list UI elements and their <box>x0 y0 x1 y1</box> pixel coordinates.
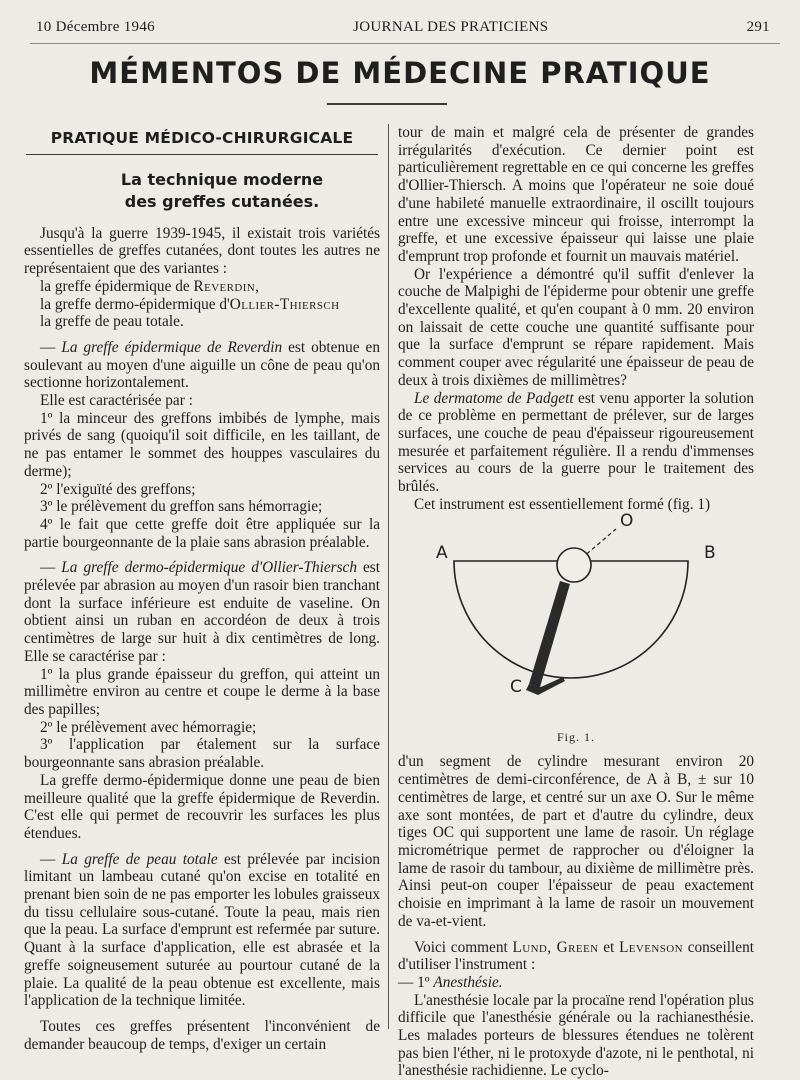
spacer <box>24 331 380 339</box>
dermatome-paragraph <box>398 390 754 496</box>
reverdin-paragraph <box>24 339 380 392</box>
voici-text-end: conseillent d'utiliser l'instrument : <box>398 938 754 974</box>
ollier-body: est prélevée par abrasion au moyen d'un rasoir bien tranchant dont la surface inférieure est enduite de vaseline. On obtient ainsi un ruban en accordéon de deux à trois centimètres de large sur huit à dix centimètres de long. Elle se caractérise par : <box>24 559 380 665</box>
spacer <box>398 931 754 939</box>
column-divider <box>388 124 389 1029</box>
anesthesia-title: Anesthésie. <box>433 973 503 991</box>
author-name: Ollier-Thiersch <box>229 295 340 313</box>
left-column <box>24 124 380 1053</box>
main-title: MÉMENTOS DE MÉDECINE PRATIQUE <box>89 56 711 90</box>
reverdin-char-intro: Elle est caractérisée par : <box>40 392 193 410</box>
author-name: Levenson <box>619 938 683 956</box>
article-title-line2: des greffes cutanées. <box>124 191 320 211</box>
section-rule <box>26 154 378 155</box>
title-rule <box>327 103 447 105</box>
experience-paragraph: Or l'expérience a démontré qu'il suffit d'enlever la couche de Malpighi de l'épiderme pour obtenir une greffe d'excellente qualité, et qu'en coupant à 0 mm. 20 environ on laissait de cette couche une quantité suffisante pour que la surface d'emprunt se répare rapidement. Mais comment couper avec régularité une épaisseur de peau de deux à trois dixièmes de millimètres? <box>398 265 754 389</box>
dermatome-heading: Le dermatome de Padgett <box>414 389 574 407</box>
spacer <box>24 1010 380 1018</box>
voici-text: Voici comment <box>414 938 513 956</box>
article-title-line1: La technique moderne <box>120 169 324 189</box>
axis-o <box>557 548 591 582</box>
ollier-heading: La greffe dermo-épidermique d'Ollier-Thiersch <box>61 559 357 577</box>
label-b: B <box>704 543 716 564</box>
continuation-paragraph: tour de main et malgré cela de présenter de grandes irrégularités d'exécution. Ce dernier point est particulièrement regrettable en ce qui concerne les greffes d'Ollier-Thiersch. A moins que l'opérateur ne soie doué d'une habileté manuelle extraordinaire, il oscillt toujours entre une excessive minceur qui froisse, interrompt la greffe, et une excessive épaisseur qui laisse une plaie d'emprunt trop profonde et fournit un mauvais matériel. <box>398 124 754 265</box>
dash: — <box>40 850 62 868</box>
variant-reverdin <box>24 278 380 296</box>
reverdin-char-3: 3º le prélèvement du greffon sans hémorragie; <box>40 498 323 516</box>
segment-paragraph: d'un segment de cylindre mesurant environ 20 centimètres de demi-circonférence, de A à B, ± sur 10 centimètres de large, et centré sur un axe O. Sur le même axe sont montées, de part et d'autre du cylindre, deux tiges OC qui supportent une lame de rasoir. Un réglage micrométrique permet de rapprocher ou d'éloigner la lame de rasoir du tambour, au dixième de millimètre près. Ainsi peut-on couper l'épaisseur de peau exactement choisie en imprimant à la lame de rasoir un mouvement de va-et-vient. <box>398 753 754 930</box>
dermatome-diagram <box>398 519 754 749</box>
totale-heading: La greffe de peau totale <box>61 850 218 868</box>
page-number: 291 <box>746 18 770 35</box>
anesthesia-paragraph: L'anesthésie locale par la procaïne rend l'opération plus difficile que l'anesthésie générale ou la rachianesthésie. Les malades porteurs de blessures étendues ne tolèrent pas bien l'éther, ni le protoxyde d'azote, ni le penthotal, ni l'anesthésie rachidienne. Le cyclo- <box>398 991 754 1080</box>
author-names: Lund, Green <box>512 938 599 956</box>
ollier-paragraph <box>24 559 380 665</box>
journal-name: JOURNAL DES PRATICIENS <box>353 18 549 35</box>
blade-arm <box>529 581 570 687</box>
label-a: A <box>436 543 448 564</box>
variant-text: la greffe dermo-épidermique d' <box>40 295 230 313</box>
intro-paragraph: Jusqu'à la guerre 1939-1945, il existait trois variétés essentielles de greffes cutanées, dont toutes les autres ne représentaient que des variantes : <box>24 224 380 278</box>
section-title: PRATIQUE MÉDICO-CHIRURGICALE <box>50 129 354 147</box>
reverdin-char-1: 1º la minceur des greffons imbibés de lymphe, mais privés de sang (quoiqu'il soit difficile, en les taillant, de ne pas entamer le sommet des houppes vasculaires du derme); <box>24 409 380 480</box>
punctuation: , <box>255 277 259 295</box>
conjunction: et <box>598 938 620 956</box>
variant-text: la greffe épidermique de <box>40 277 194 295</box>
dash: — 1º <box>398 973 434 991</box>
ollier-char-2: 2º le prélèvement avec hémorragie; <box>40 718 257 736</box>
figure-caption: Fig. 1. <box>556 730 595 745</box>
voici-paragraph <box>398 939 754 974</box>
ollier-conclusion: La greffe dermo-épidermique donne une peau de bien meilleure qualité que la greffe épidermique de Reverdin. C'est elle qui permet de recouvrir les surfaces les plus étendues. <box>24 771 380 842</box>
running-head <box>36 16 770 38</box>
author-name: Reverdin <box>193 277 256 295</box>
spacer <box>24 551 380 559</box>
label-c: C <box>510 677 522 698</box>
reverdin-char-4: 4º le fait que cette greffe doit être appliquée sur la partie bourgeonnante de la plaie sans abrasion préalable. <box>24 515 380 551</box>
ollier-char-1: 1º la plus grande épaisseur du greffon, qui atteint un millimètre environ au centre et coupe le derme à la base des papilles; <box>24 665 380 718</box>
dash: — <box>40 559 62 577</box>
variant-totale: la greffe de peau totale. <box>40 313 184 331</box>
instrument-paragraph: Cet instrument est essentiellement formé (fig. 1) <box>414 495 711 513</box>
issue-date: 10 Décembre 1946 <box>36 18 155 35</box>
reverdin-char-2: 2º l'exiguïté des greffons; <box>40 480 196 498</box>
inconvenient-paragraph: Toutes ces greffes présentent l'inconvénient de demander beaucoup de temps, d'exiger un certain <box>24 1017 380 1053</box>
dermatome-body: est venu apporter la solution de ce problème en permettant de prélever, sur de larges surfaces, une couche de peau d'épaisseur rigoureusement mesurée et parfaitement régulière. Il a rendu d'immenses services au cours de la guerre pour le traitement des brûlés. <box>398 389 754 496</box>
right-column <box>398 124 754 1080</box>
spacer <box>24 843 380 851</box>
label-o: O <box>620 511 634 532</box>
totale-body: est prélevée par incision limitant un lambeau cutané qu'on excise en totalité en prenant bien soin de ne pas emporter les lobules graisseux du tissu cellulaire sous-cutané. Toute la peau, mais rien que la peau. La surface d'emprunt est refermée par suture. Quant à la surface d'application, elle est abrasée et la greffe soigneusement suturée au pourtour cutané de la plaie. La qualité de la peau obtenue est excellente, mais l'application de la technique limitée. <box>24 850 380 1010</box>
article-title <box>64 169 380 213</box>
ollier-char-3: 3º l'application par étalement sur la surface bourgeonnante sans abrasion préalable. <box>24 736 380 772</box>
reverdin-body: est obtenue en soulevant au moyen d'une aiguille un cône de peau qu'on sectionne horizontalement. <box>24 338 380 392</box>
figure-1 <box>398 511 754 749</box>
reverdin-heading: La greffe épidermique de Reverdin <box>61 338 283 356</box>
dash: — <box>40 338 62 356</box>
anesthesia-heading <box>398 974 754 992</box>
totale-paragraph <box>24 851 380 1010</box>
header-rule <box>30 43 780 44</box>
variant-ollier <box>24 296 380 314</box>
